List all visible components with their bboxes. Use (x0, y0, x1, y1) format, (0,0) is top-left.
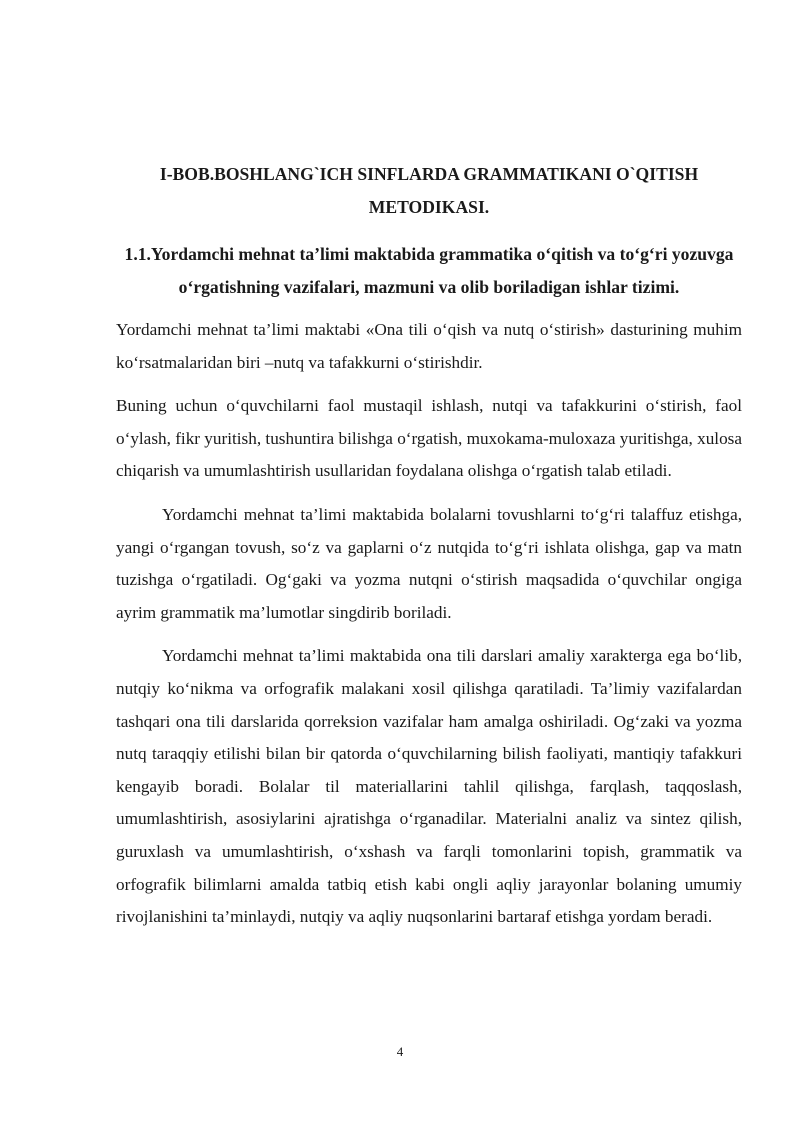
paragraph: Buning uchun oʻquvchilarni faol mustaqil ishlash, nutqi va tafakkurini oʻstirish, faol oʻylash, fikr yuritish, tushuntira bilishga oʻrgatish, muxokama-muloxaza yuritishga, xulosa chiqarish va umumlashtirish usullaridan foydalana olishga oʻrgatish talab etiladi. (116, 396, 742, 481)
page-content (116, 158, 742, 934)
paragraph: Yordamchi mehnat ta’limi maktabida ona tili darslari amaliy xarakterga ega boʻlib, nutqiy koʻnikma va orfografik malakani xosil qilishga qaratiladi. Ta’limiy vazifalardan tashqari ona tili darslarida qorreksion vazifalar ham amalga oshiriladi. Ogʻzaki va yozma nutq taraqqiy etilishi bilan bir qatorda oʻquvchilarning bilish faoliyati, mantiqiy tafakkuri kengayib boradi. Bolalar til materiallarini tahlil qilishga, farqlash, taqqoslash, umumlashtirish, asosiylarini ajratishga oʻrganadilar. Materialni analiz va sintez qilish, guruxlash va umumlashtirish, oʻxshash va farqli tomonlarini topish, grammatik va orfografik bilimlarni amalda tatbiq etish kabi ongli aqliy jarayonlar bolaning umumiy rivojlanishini ta’minlaydi, nutqiy va aqliy nuqsonlarini bartaraf etishga yordam beradi. (116, 646, 742, 927)
paragraph: Yordamchi mehnat ta’limi maktabi «Ona tili oʻqish va nutq oʻstirish» dasturining muhim koʻrsatmalaridan biri –nutq va tafakkurni oʻstirishdir. (116, 320, 742, 372)
chapter-title: I-BOB.BOSHLANG`ICH SINFLARDA GRAMMATIKANI O`QITISH METODIKASI. (159, 164, 699, 217)
paragraph: Yordamchi mehnat ta’limi maktabida bolalarni tovushlarni toʻgʻri talaffuz etishga, yangi oʻrgangan tovush, soʻz va gaplarni oʻz nutqida toʻgʻri ishlata olishga, gap va matn tuzishga oʻrgatiladi. Ogʻgaki va yozma nutqni oʻstirish maqsadida oʻquvchilar ongiga ayrim grammatik ma’lumotlar singdirib boriladi. (116, 504, 742, 622)
section-title: 1.1.Yordamchi mehnat ta’limi maktabida grammatika oʻqitish va toʻgʻri yozuvga oʻrgatishning vazifalari, mazmuni va olib boriladigan ishlar tizimi. (124, 244, 734, 297)
page-number: 4 (396, 1044, 404, 1059)
